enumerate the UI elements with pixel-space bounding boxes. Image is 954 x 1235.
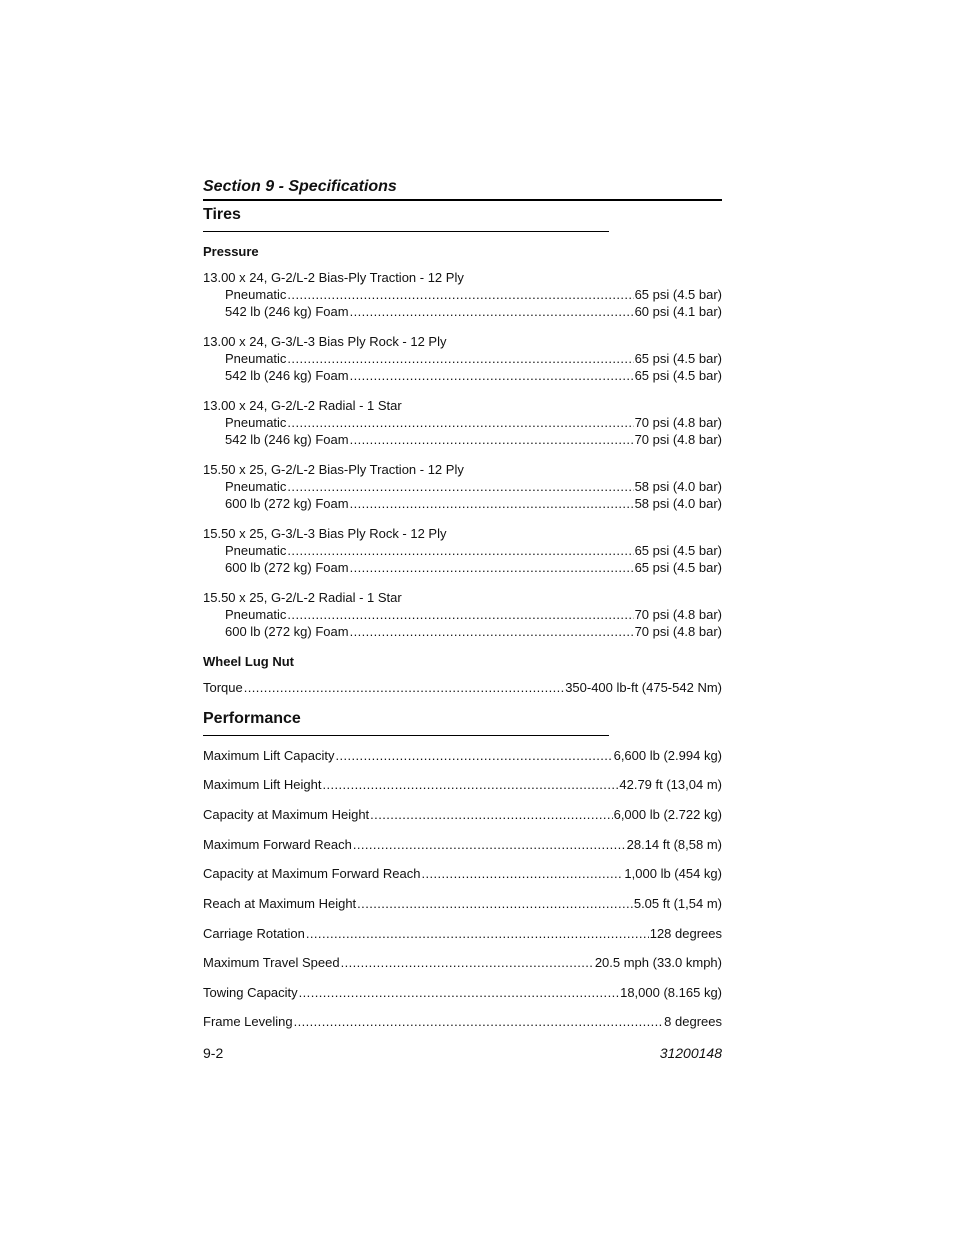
spec-value: 350-400 lb-ft (475-542 Nm) — [565, 680, 722, 695]
spec-value: 28.14 ft (8,58 m) — [626, 837, 722, 852]
tire-group-title: 13.00 x 24, G-2/L-2 Radial - 1 Star — [203, 398, 402, 413]
spec-row — [203, 1013, 722, 1030]
spec-row — [203, 895, 722, 912]
performance-heading: Performance — [203, 709, 609, 736]
spec-value: 70 psi (4.8 bar) — [634, 415, 722, 430]
spec-value: 58 psi (4.0 bar) — [634, 479, 722, 494]
spec-label: 542 lb (246 kg) Foam — [225, 368, 349, 383]
dot-leader — [350, 367, 634, 384]
spec-row — [225, 431, 722, 448]
pressure-heading: Pressure — [203, 244, 259, 259]
dot-leader — [335, 747, 612, 764]
spec-row — [225, 303, 722, 320]
spec-label: Maximum Lift Height — [203, 777, 322, 792]
spec-value: 5.05 ft (1,54 m) — [633, 896, 722, 911]
spec-label: Maximum Travel Speed — [203, 955, 340, 970]
dot-leader — [353, 836, 626, 853]
dot-leader — [306, 925, 649, 942]
spec-label: Pneumatic — [225, 351, 287, 366]
dot-leader — [299, 984, 619, 1001]
lug-nut-heading: Wheel Lug Nut — [203, 654, 294, 669]
spec-row — [225, 367, 722, 384]
dot-leader — [421, 865, 623, 882]
dot-leader — [350, 623, 634, 640]
spec-value: 1,000 lb (454 kg) — [624, 866, 722, 881]
spec-value: 8 degrees — [664, 1014, 722, 1029]
spec-row — [225, 542, 722, 559]
tires-heading: Tires — [203, 205, 609, 232]
section-header: Section 9 - Specifications — [203, 176, 722, 201]
spec-value: 65 psi (4.5 bar) — [634, 287, 722, 302]
spec-label: 542 lb (246 kg) Foam — [225, 304, 349, 319]
spec-value: 18,000 (8.165 kg) — [620, 985, 722, 1000]
tire-group-title: 15.50 x 25, G-2/L-2 Bias-Ply Traction - 12 Ply — [203, 462, 464, 477]
spec-label: 600 lb (272 kg) Foam — [225, 496, 349, 511]
spec-row — [203, 954, 722, 971]
spec-row — [203, 679, 722, 696]
spec-row — [203, 776, 722, 793]
dot-leader — [287, 350, 633, 367]
spec-value: 60 psi (4.1 bar) — [634, 304, 722, 319]
spec-label: 600 lb (272 kg) Foam — [225, 624, 349, 639]
dot-leader — [287, 542, 633, 559]
spec-label: Carriage Rotation — [203, 926, 305, 941]
dot-leader — [294, 1013, 664, 1030]
spec-row — [225, 606, 722, 623]
spec-row — [203, 984, 722, 1001]
spec-row — [225, 414, 722, 431]
spec-row — [225, 286, 722, 303]
spec-value: 70 psi (4.8 bar) — [634, 624, 722, 639]
spec-value: 65 psi (4.5 bar) — [634, 351, 722, 366]
spec-row — [203, 925, 722, 942]
spec-value: 65 psi (4.5 bar) — [634, 560, 722, 575]
spec-value: 65 psi (4.5 bar) — [634, 368, 722, 383]
dot-leader — [341, 954, 594, 971]
dot-leader — [287, 414, 633, 431]
dot-leader — [287, 606, 633, 623]
spec-value: 70 psi (4.8 bar) — [634, 432, 722, 447]
dot-leader — [350, 303, 634, 320]
tire-group-title: 15.50 x 25, G-3/L-3 Bias Ply Rock - 12 Ply — [203, 526, 447, 541]
spec-value: 65 psi (4.5 bar) — [634, 543, 722, 558]
spec-row — [203, 806, 722, 823]
page-number: 9-2 — [203, 1045, 224, 1061]
spec-label: Capacity at Maximum Height — [203, 807, 370, 822]
tire-group-title: 15.50 x 25, G-2/L-2 Radial - 1 Star — [203, 590, 402, 605]
spec-row — [225, 478, 722, 495]
spec-value: 128 degrees — [649, 926, 722, 941]
document-number: 31200148 — [659, 1045, 722, 1061]
spec-label: Pneumatic — [225, 287, 287, 302]
spec-row — [203, 747, 722, 764]
spec-label: 600 lb (272 kg) Foam — [225, 560, 349, 575]
dot-leader — [287, 478, 633, 495]
spec-row — [225, 559, 722, 576]
spec-label: 542 lb (246 kg) Foam — [225, 432, 349, 447]
spec-value: 20.5 mph (33.0 kmph) — [594, 955, 722, 970]
spec-value: 70 psi (4.8 bar) — [634, 607, 722, 622]
spec-label: Pneumatic — [225, 415, 287, 430]
dot-leader — [350, 559, 634, 576]
spec-value: 42.79 ft (13,04 m) — [619, 777, 722, 792]
spec-label: Torque — [203, 680, 243, 695]
spec-label: Towing Capacity — [203, 985, 298, 1000]
spec-label: Maximum Lift Capacity — [203, 748, 335, 763]
spec-label: Pneumatic — [225, 543, 287, 558]
dot-leader — [370, 806, 612, 823]
spec-row — [225, 495, 722, 512]
tire-group-title: 13.00 x 24, G-3/L-3 Bias Ply Rock - 12 Ply — [203, 334, 447, 349]
spec-row — [225, 350, 722, 367]
dot-leader — [244, 679, 564, 696]
dot-leader — [357, 895, 633, 912]
dot-leader — [322, 776, 618, 793]
spec-row — [225, 623, 722, 640]
spec-label: Pneumatic — [225, 607, 287, 622]
spec-row — [203, 865, 722, 882]
dot-leader — [350, 431, 634, 448]
dot-leader — [287, 286, 633, 303]
spec-value: 58 psi (4.0 bar) — [634, 496, 722, 511]
spec-label: Reach at Maximum Height — [203, 896, 357, 911]
spec-value: 6,600 lb (2.994 kg) — [613, 748, 722, 763]
tire-group-title: 13.00 x 24, G-2/L-2 Bias-Ply Traction - 12 Ply — [203, 270, 464, 285]
spec-label: Pneumatic — [225, 479, 287, 494]
spec-label: Frame Leveling — [203, 1014, 293, 1029]
spec-label: Maximum Forward Reach — [203, 837, 352, 852]
spec-label: Capacity at Maximum Forward Reach — [203, 866, 421, 881]
spec-value: 6,000 lb (2.722 kg) — [613, 807, 722, 822]
dot-leader — [350, 495, 634, 512]
spec-row — [203, 836, 722, 853]
